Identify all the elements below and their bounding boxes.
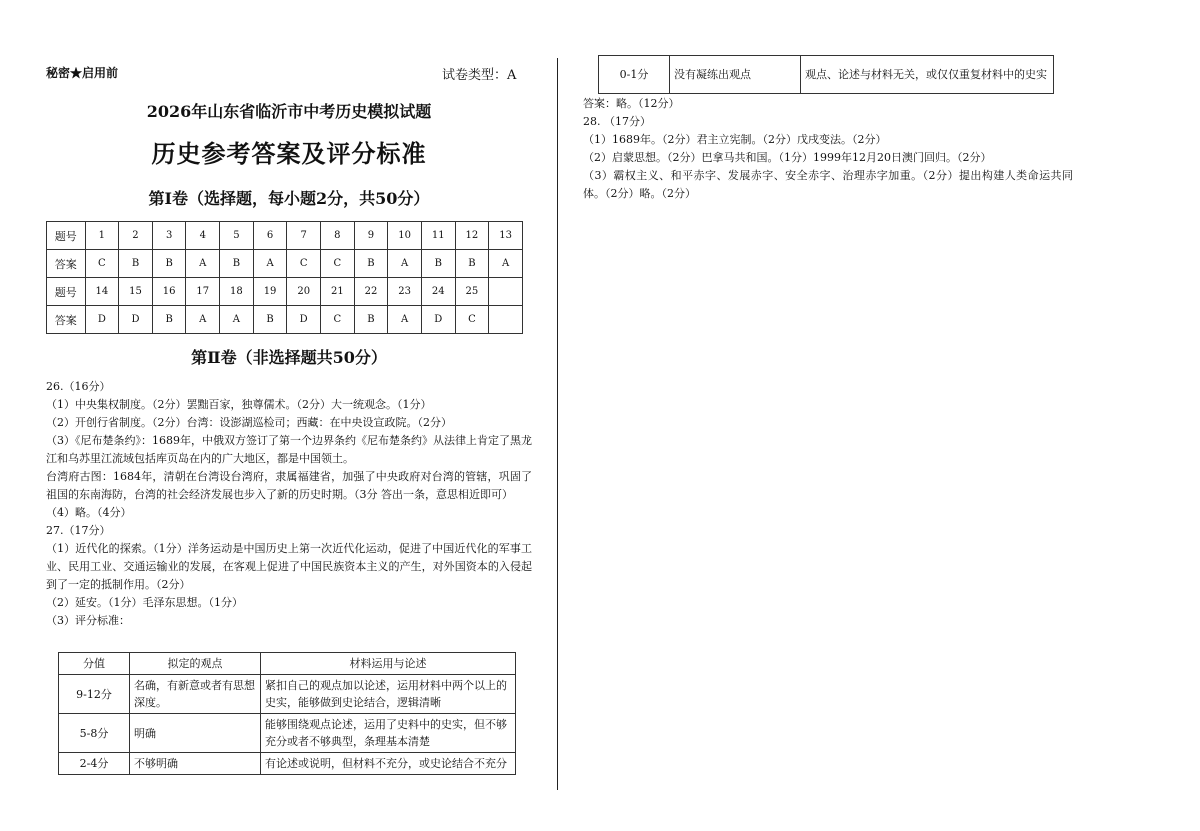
q26-heading: 26.（16分） <box>46 380 111 393</box>
cell-a: A <box>186 306 220 334</box>
cell-q: 9 <box>354 222 388 250</box>
grading-view: 不够明确 <box>130 753 261 775</box>
cell-q: 17 <box>186 278 220 306</box>
grading-table <box>58 652 516 775</box>
answer-table-row-q1 <box>47 222 523 250</box>
section1-heading: 第Ⅰ卷（选择题，每小题2分，共50分） <box>148 189 430 208</box>
cell-a: D <box>287 306 321 334</box>
grading-header-row <box>59 653 516 675</box>
cell-q <box>489 278 523 306</box>
cell-q: 6 <box>253 222 287 250</box>
answers-right-column <box>583 95 1073 203</box>
cell-q: 11 <box>421 222 455 250</box>
cell-q: 19 <box>253 278 287 306</box>
answer-table-row-q2 <box>47 278 523 306</box>
cell-q: 24 <box>421 278 455 306</box>
answer-table-row-a1 <box>47 250 523 278</box>
cell-q: 23 <box>388 278 422 306</box>
cell-q: 10 <box>388 222 422 250</box>
q26-part4: （4）略。（4分） <box>46 506 132 519</box>
q27-part1: （1）近代化的探索。（1分）洋务运动是中国历史上第一次近代化运动，促进了中国近代化的军事工业、民用工业、交通运输业的发展，在客观上促进了中国民族资本主义的产生，对外国资本的入侵起到了一定的抵制作用。（2分） <box>46 542 532 591</box>
cell-a: A <box>186 250 220 278</box>
grading-row <box>599 56 1054 94</box>
cell-q: 1 <box>85 222 119 250</box>
cell-q: 18 <box>220 278 254 306</box>
q28-part2: （2）启蒙思想。（2分）巴拿马共和国。（1分）1999年12月20日澳门回归。（2分） <box>583 151 992 164</box>
q28-part1: （1）1689年。（2分）君主立宪制。（2分）戊戌变法。（2分） <box>583 133 887 146</box>
cell-q: 3 <box>152 222 186 250</box>
label-answer: 答案 <box>47 250 86 278</box>
q28-heading: 28. （17分） <box>583 115 651 128</box>
cell-a: C <box>85 250 119 278</box>
paper-type: 试卷类型：A <box>442 68 517 83</box>
grading-table-continued <box>598 55 1054 94</box>
label-answer: 答案 <box>47 306 86 334</box>
q26-part3: （3）《尼布楚条约》：1689年，中俄双方签订了第一个边界条约《尼布楚条约》从法律上肯定了黑龙江和乌苏里江流域包括库页岛在内的广大地区，都是中国领土。 <box>46 434 532 465</box>
cell-a: B <box>421 250 455 278</box>
answers-left-column <box>46 378 532 630</box>
cell-q: 15 <box>119 278 153 306</box>
q27-part3: （3）评分标准： <box>46 614 130 627</box>
q27-answer-note: 答案：略。（12分） <box>583 97 680 110</box>
cell-a: B <box>152 250 186 278</box>
label-question: 题号 <box>47 278 86 306</box>
column-divider <box>557 58 558 790</box>
q26-part2: （2）开创行省制度。（2分）台湾：设澎湖巡检司；西藏：在中央设宣政院。（2分） <box>46 416 452 429</box>
grading-score: 2-4分 <box>59 753 130 775</box>
grading-header-score: 分值 <box>59 653 130 675</box>
cell-a: B <box>220 250 254 278</box>
grading-use: 有论述或说明，但材料不充分，或史论结合不充分 <box>261 753 516 775</box>
cell-a: C <box>321 250 355 278</box>
grading-header-use: 材料运用与论述 <box>261 653 516 675</box>
cell-q: 16 <box>152 278 186 306</box>
cell-a: C <box>321 306 355 334</box>
cell-a: B <box>253 306 287 334</box>
cell-q: 22 <box>354 278 388 306</box>
cell-a: B <box>152 306 186 334</box>
cell-a: B <box>354 306 388 334</box>
q27-heading: 27.（17分） <box>46 524 111 537</box>
grading-use: 观点、论述与材料无关，或仅仅重复材料中的史实 <box>801 56 1054 94</box>
cell-a: C <box>287 250 321 278</box>
cell-a <box>489 306 523 334</box>
cell-a: A <box>388 250 422 278</box>
q26-part1: （1）中央集权制度。（2分）罢黜百家，独尊儒术。（2分）大一统观念。（1分） <box>46 398 432 411</box>
cell-a: A <box>253 250 287 278</box>
cell-q: 14 <box>85 278 119 306</box>
exam-title: 2026年山东省临沂市中考历史模拟试题 <box>146 102 432 121</box>
grading-score: 0-1分 <box>599 56 670 94</box>
q28-part3: （3）霸权主义、和平赤字、发展赤字、安全赤字、治理赤字加重。（2分）提出构建人类命运共同体。（2分）略。（2分） <box>583 169 1073 200</box>
grading-use: 能够围绕观点论述，运用了史料中的史实，但不够充分或者不够典型，条理基本清楚 <box>261 714 516 753</box>
cell-a: D <box>119 306 153 334</box>
section2-heading: 第Ⅱ卷（非选择题共50分） <box>191 348 387 367</box>
grading-row <box>59 675 516 714</box>
cell-q: 4 <box>186 222 220 250</box>
q26-part3-cont: 台湾府古图：1684年，清朝在台湾设台湾府，隶属福建省，加强了中央政府对台湾的管辖，巩固了祖国的东南海防，台湾的社会经济发展也步入了新的历史时期。（3分 答出一条，意思相近即可） <box>46 470 532 501</box>
cell-q: 8 <box>321 222 355 250</box>
cell-a: B <box>354 250 388 278</box>
grading-view: 明确 <box>130 714 261 753</box>
grading-score: 5-8分 <box>59 714 130 753</box>
cell-a: A <box>388 306 422 334</box>
cell-q: 21 <box>321 278 355 306</box>
grading-view: 名确，有新意或者有思想深度。 <box>130 675 261 714</box>
confidential-mark: 秘密★启用前 <box>46 66 119 80</box>
cell-a: D <box>421 306 455 334</box>
cell-a: A <box>220 306 254 334</box>
cell-a: A <box>489 250 523 278</box>
answer-table-row-a2 <box>47 306 523 334</box>
cell-q: 2 <box>119 222 153 250</box>
cell-a: B <box>455 250 489 278</box>
cell-q: 25 <box>455 278 489 306</box>
grading-row <box>59 753 516 775</box>
grading-view: 没有凝练出观点 <box>670 56 801 94</box>
cell-a: B <box>119 250 153 278</box>
cell-q: 13 <box>489 222 523 250</box>
grading-use: 紧扣自己的观点加以论述，运用材料中两个以上的史实，能够做到史论结合，逻辑清晰 <box>261 675 516 714</box>
cell-a: D <box>85 306 119 334</box>
q27-part2: （2）延安。（1分）毛泽东思想。（1分） <box>46 596 243 609</box>
cell-q: 7 <box>287 222 321 250</box>
cell-q: 12 <box>455 222 489 250</box>
label-question: 题号 <box>47 222 86 250</box>
cell-q: 20 <box>287 278 321 306</box>
grading-row <box>59 714 516 753</box>
cell-q: 5 <box>220 222 254 250</box>
grading-score: 9-12分 <box>59 675 130 714</box>
cell-a: C <box>455 306 489 334</box>
grading-header-view: 拟定的观点 <box>130 653 261 675</box>
main-title: 历史参考答案及评分标准 <box>151 139 427 168</box>
answer-table <box>46 221 523 334</box>
